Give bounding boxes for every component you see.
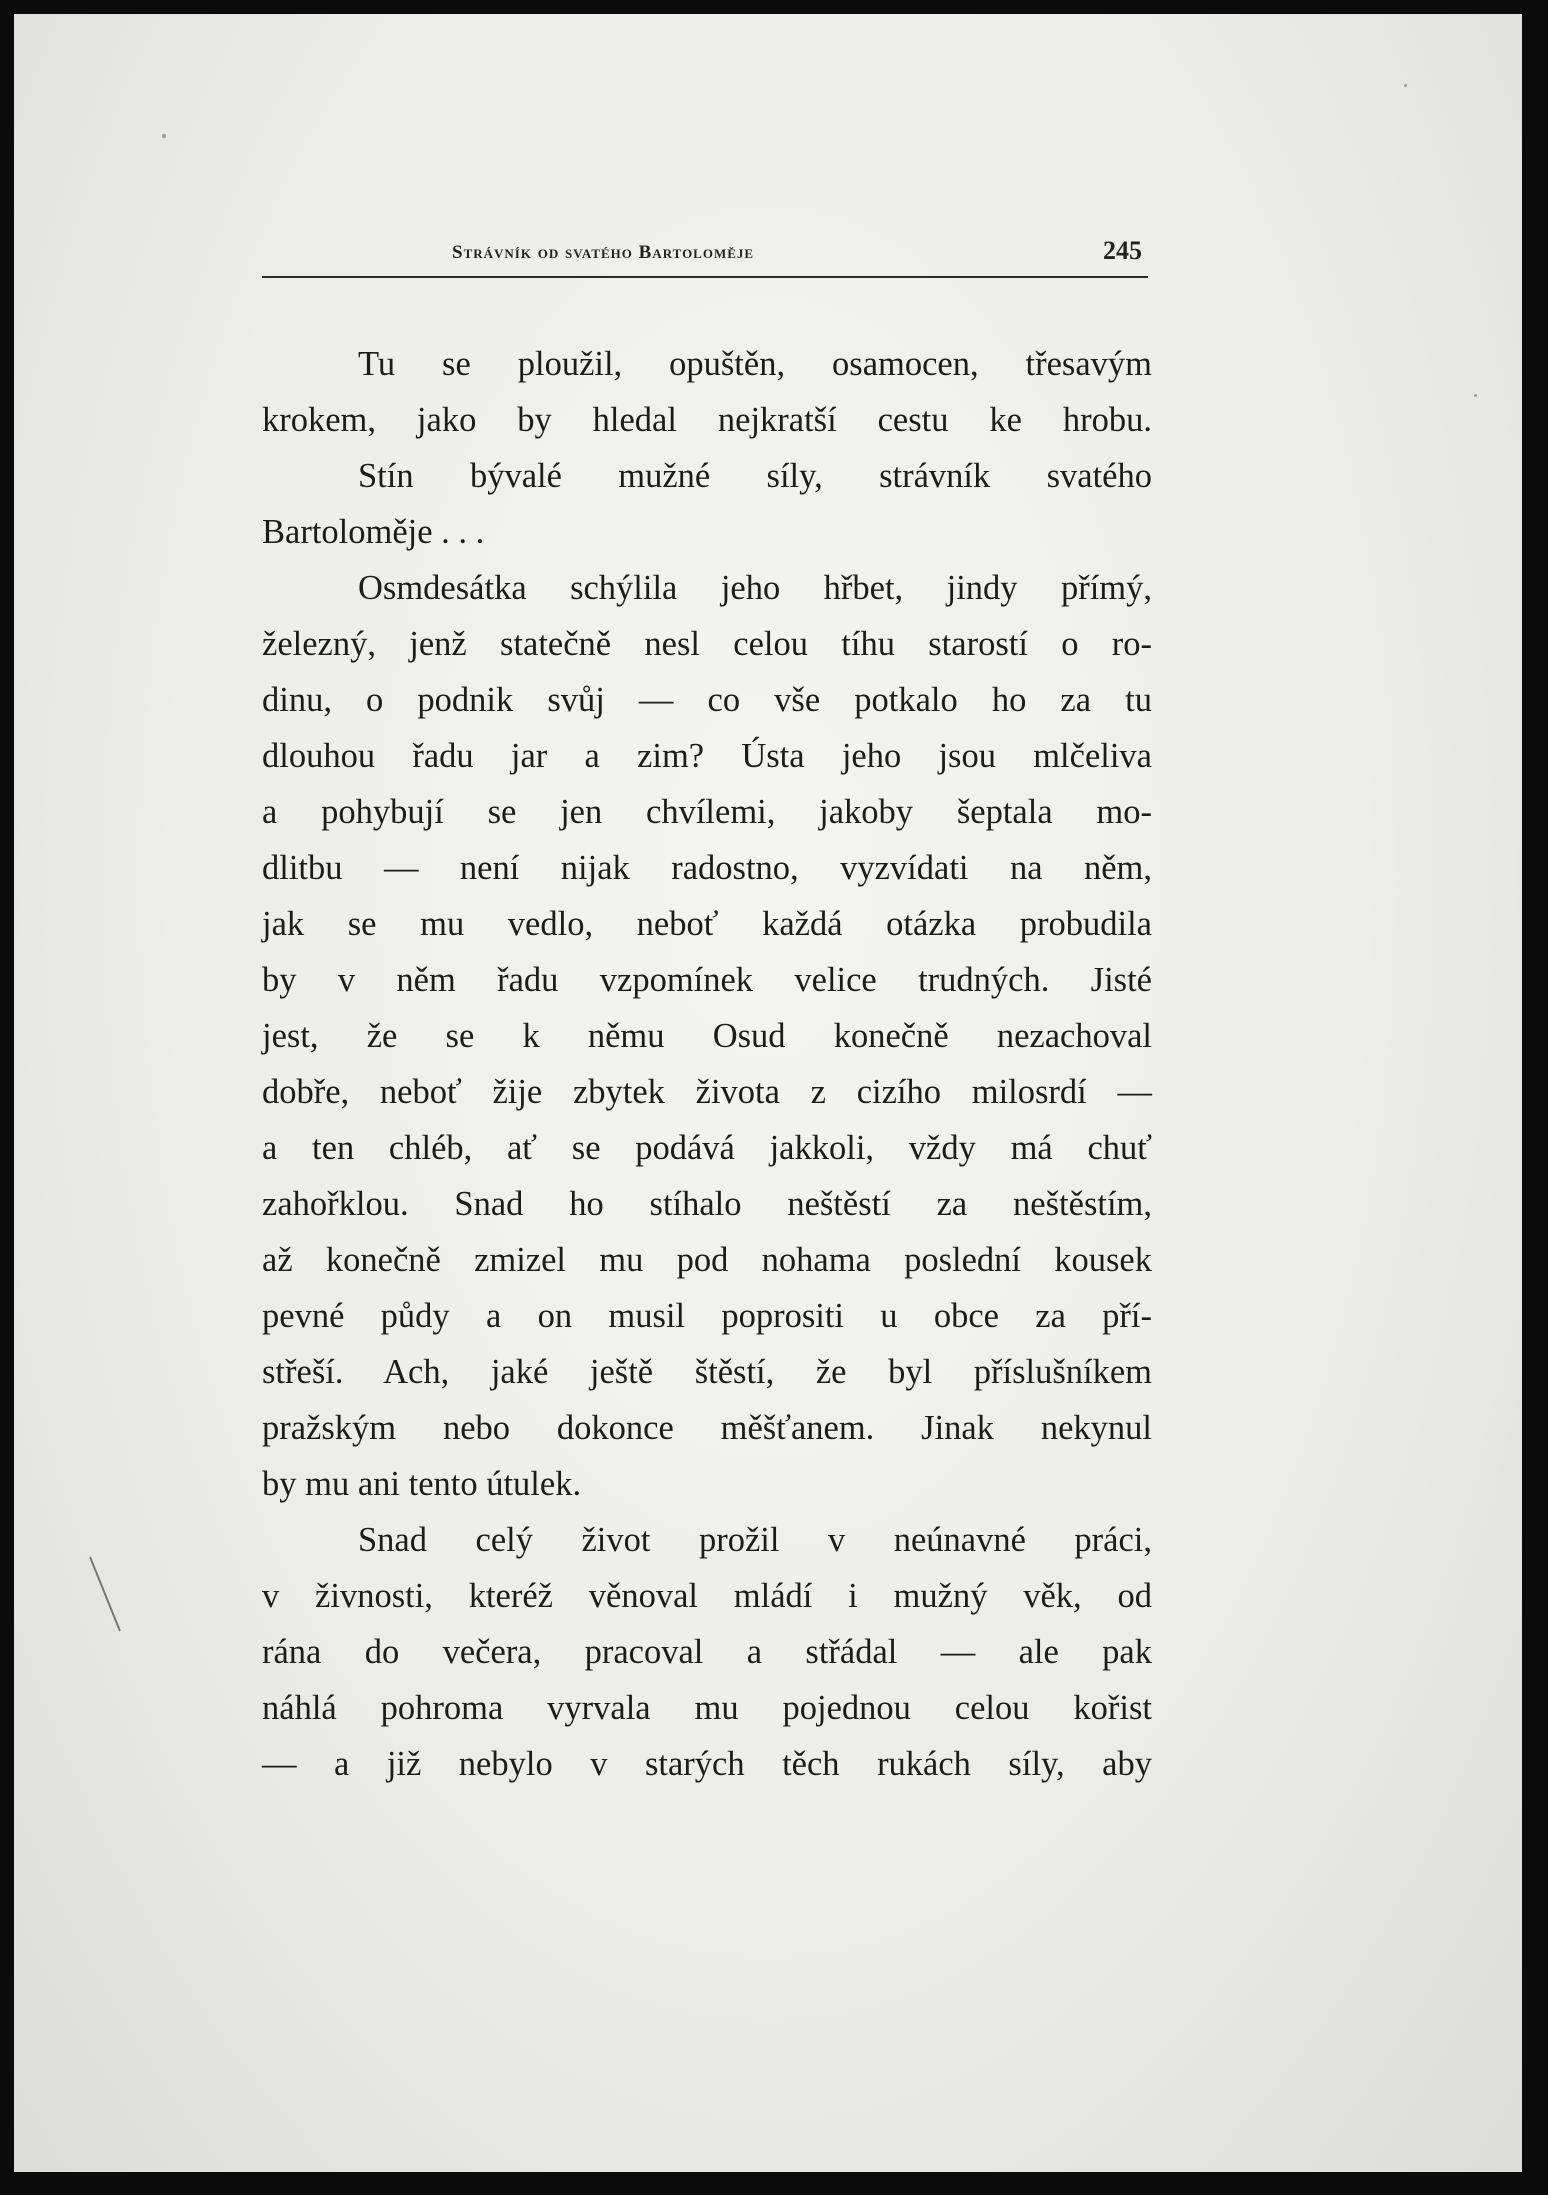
text-line: dlitbu — není nijak radostno, vyzvídati na něm, xyxy=(262,849,1152,887)
text-line: rána do večera, pracoval a střádal — ale pak xyxy=(262,1633,1152,1671)
text-line: Bartoloměje . . . xyxy=(262,513,485,551)
paper-speck xyxy=(1404,84,1407,87)
text-line: pevné půdy a on musil poprositi u obce za pří- xyxy=(262,1297,1152,1335)
page-number: 245 xyxy=(1103,236,1142,265)
text-line: pražským nebo dokonce měšťanem. Jinak nekynul xyxy=(262,1409,1152,1447)
text-line: dlouhou řadu jar a zim? Ústa jeho jsou mlčeliva xyxy=(262,737,1152,775)
text-line: Tu se ploužil, opuštěn, osamocen, třesavým xyxy=(358,345,1152,383)
text-line: náhlá pohroma vyrvala mu pojednou celou kořist xyxy=(262,1689,1152,1727)
text-line: by mu ani tento útulek. xyxy=(262,1465,582,1503)
text-line: zahořklou. Snad ho stíhalo neštěstí za neštěstím, xyxy=(262,1185,1152,1223)
text-line: Stín bývalé mužné síly, strávník svatého xyxy=(358,457,1152,495)
text-line: by v něm řadu vzpomínek velice trudných. Jisté xyxy=(262,961,1152,999)
text-line: až konečně zmizel mu pod nohama poslední kousek xyxy=(262,1241,1152,1279)
running-title: Strávník od svatého Bartoloměje xyxy=(452,242,755,263)
paper-speck xyxy=(1474,394,1477,397)
paper-scratch xyxy=(89,1557,121,1632)
text-line: jak se mu vedlo, neboť každá otázka probudila xyxy=(262,905,1152,943)
text-line: dinu, o podnik svůj — co vše potkalo ho za tu xyxy=(262,681,1152,719)
running-head xyxy=(262,230,1148,278)
paper-speck xyxy=(162,134,166,138)
text-line: Snad celý život prožil v neúnavné práci, xyxy=(358,1521,1152,1559)
text-line: železný, jenž statečně nesl celou tíhu starostí o ro- xyxy=(262,625,1152,663)
text-line: jest, že se k němu Osud konečně nezachoval xyxy=(262,1017,1152,1055)
text-line: — a již nebylo v starých těch rukách síly, aby xyxy=(262,1745,1152,1783)
text-line: krokem, jako by hledal nejkratší cestu ke hrobu. xyxy=(262,401,1152,439)
text-line: a pohybují se jen chvílemi, jakoby šeptala mo- xyxy=(262,793,1152,831)
body-text xyxy=(262,336,1152,1792)
text-line: střeší. Ach, jaké ještě štěstí, že byl příslušníkem xyxy=(262,1353,1152,1391)
text-line: dobře, neboť žije zbytek života z cizího milosrdí — xyxy=(262,1073,1152,1111)
text-line: v živnosti, kteréž věnoval mládí i mužný věk, od xyxy=(262,1577,1152,1615)
book-page xyxy=(14,14,1522,2172)
text-line: Osmdesátka schýlila jeho hřbet, jindy přímý, xyxy=(358,569,1152,607)
text-line: a ten chléb, ať se podává jakkoli, vždy má chuť xyxy=(262,1129,1152,1167)
